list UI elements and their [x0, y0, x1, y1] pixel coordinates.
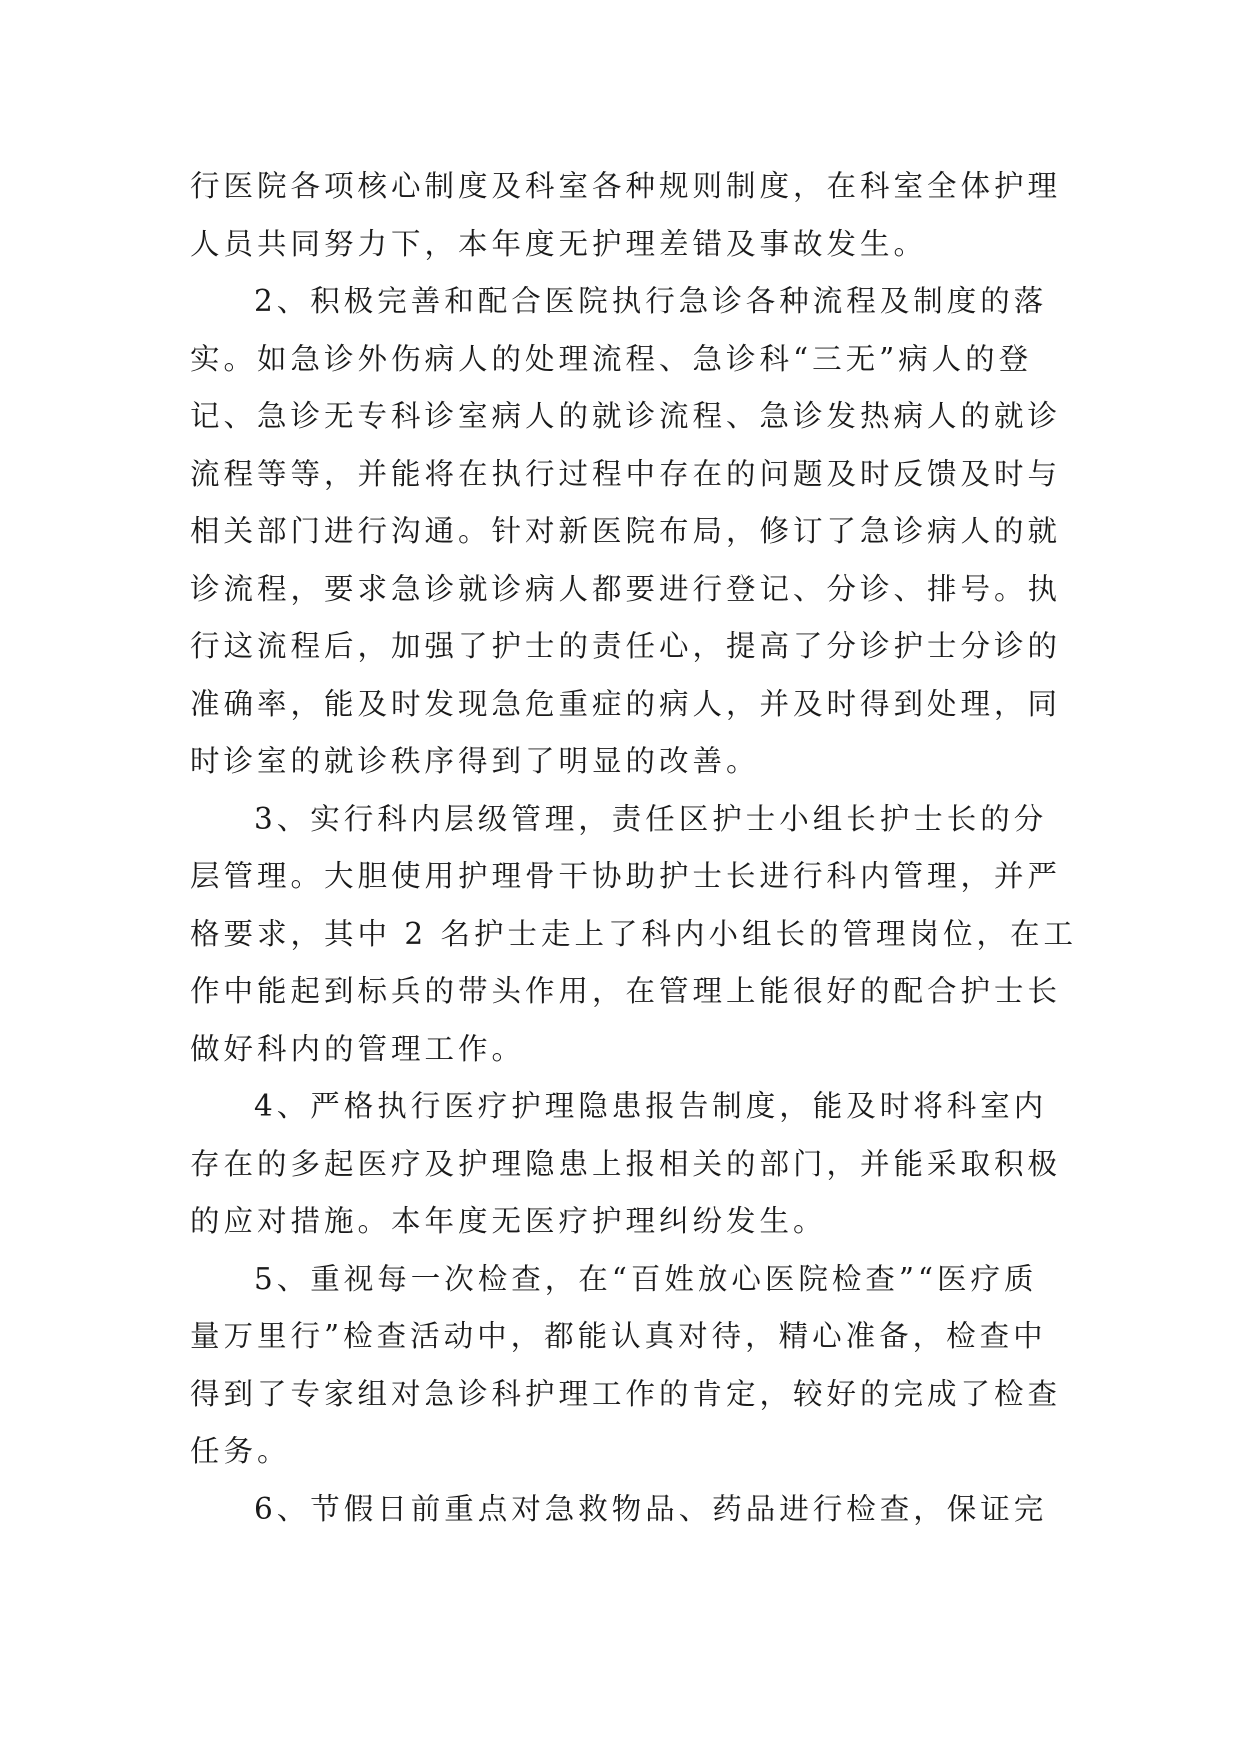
text-line: 相关部门进行沟通。针对新医院布局，修订了急诊病人的就	[190, 514, 1062, 548]
text-line: 得到了专家组对急诊科护理工作的肯定，较好的完成了检查	[190, 1376, 1062, 1411]
text-line: 准确率，能及时发现急危重症的病人，并及时得到处理，同	[190, 686, 1062, 721]
text-line: 作中能起到标兵的带头作用，在管理上能很好的配合护士长	[190, 974, 1062, 1008]
text-line: 层管理。大胆使用护理骨干协助护士长进行科内管理，并严	[190, 859, 1062, 893]
text-line: 实。如急诊外伤病人的处理流程、急诊科“三无”病人的登	[190, 341, 1033, 376]
body-text	[190, 158, 1078, 1538]
text-line: 行这流程后，加强了护士的责任心，提高了分诊护士分诊的	[190, 629, 1062, 663]
paragraph-6-start: 6、节假日前重点对急救物品、药品进行检查，保证完	[254, 1491, 1048, 1526]
text-line: 的应对措施。本年度无医疗护理纠纷发生。	[190, 1204, 827, 1238]
paragraph-5-start: 5、重视每一次检查，在“百姓放心医院检查”“医疗质	[254, 1261, 1038, 1296]
text-line: 量万里行”检查活动中，都能认真对待，精心准备，检查中	[190, 1319, 1047, 1353]
text-line: 人员共同努力下，本年度无护理差错及事故发生。	[190, 226, 928, 261]
text-line: 行医院各项核心制度及科室各种规则制度，在科室全体护理	[190, 169, 1062, 203]
text-line: 存在的多起医疗及护理隐患上报相关的部门，并能采取积极	[190, 1146, 1062, 1181]
text-line: 任务。	[190, 1434, 291, 1468]
text-line: 流程等等，并能将在执行过程中存在的问题及时反馈及时与	[190, 456, 1062, 491]
paragraph-3-start: 3、实行科内层级管理，责任区护士小组长护士长的分	[254, 801, 1048, 836]
paragraph-4-start: 4、严格执行医疗护理隐患报告制度，能及时将科室内	[254, 1089, 1048, 1123]
paragraph-2-start: 2、积极完善和配合医院执行急诊各种流程及制度的落	[254, 284, 1048, 318]
text-line: 格要求，其中 2 名护士走上了科内小组长的管理岗位，在工	[190, 916, 1078, 951]
text-line: 诊流程，要求急诊就诊病人都要进行登记、分诊、排号。执	[190, 571, 1062, 606]
text-line: 做好科内的管理工作。	[190, 1031, 526, 1066]
text-line: 时诊室的就诊秩序得到了明显的改善。	[190, 744, 760, 778]
text-line: 记、急诊无专科诊室病人的就诊流程、急诊发热病人的就诊	[190, 399, 1062, 433]
